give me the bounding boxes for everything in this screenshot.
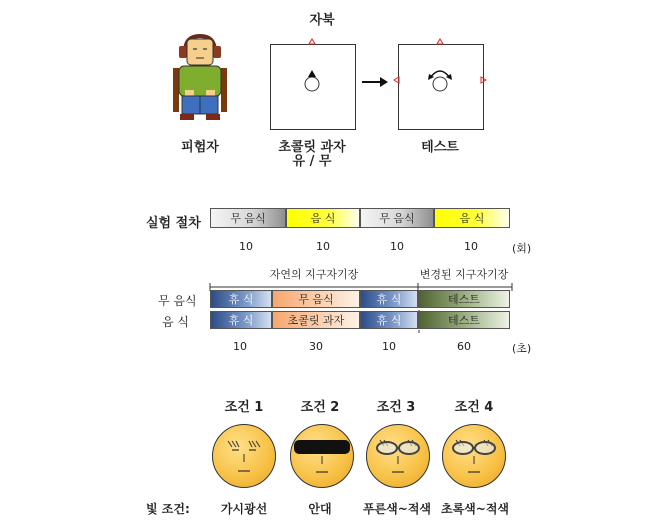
glasses-icon: [442, 424, 506, 488]
procedure-unit: (회): [512, 242, 532, 255]
condition-3-title: 조건 3: [376, 400, 416, 415]
subject-figure: [165, 30, 235, 125]
choc-label-line2: 유 / 무: [292, 154, 332, 169]
condition-1-title: 조건 1: [224, 400, 264, 415]
duration-3: 10: [382, 340, 396, 353]
duration-4: 60: [457, 340, 471, 353]
procedure-block-3: 무 음식: [360, 208, 434, 228]
row2-rest-1: 휴 식: [210, 311, 272, 329]
row1-rest-2: 휴 식: [360, 290, 418, 308]
face-1-features: [212, 424, 276, 488]
chamber-2-marks: [390, 34, 490, 134]
row1-no-food: 무 음식: [272, 290, 360, 308]
procedure-block-4: 음 식: [434, 208, 510, 228]
magnetic-north-label: 자북: [309, 13, 335, 28]
light-1: 가시광선: [220, 502, 268, 516]
procedure-label: 실험 절차: [146, 216, 201, 231]
condition-2-title: 조건 2: [300, 400, 340, 415]
duration-unit: (초): [512, 342, 532, 355]
changed-field-label: 변경된 지구자기장: [419, 268, 509, 281]
chamber-1-marks: [270, 34, 360, 134]
light-4: 초록색~적색: [440, 502, 510, 516]
row2-test: 테스트: [418, 311, 510, 329]
arrow-right-icon: [360, 76, 390, 88]
row1-rest-1: 휴 식: [210, 290, 272, 308]
procedure-count-3: 10: [390, 240, 404, 253]
row1-label: 무 음식: [158, 294, 197, 308]
procedure-block-1: 무 음식: [210, 208, 286, 228]
row2-rest-2: 휴 식: [360, 311, 418, 329]
light-3: 푸른색~적색: [362, 502, 432, 516]
subject-label: 피험자: [181, 140, 219, 155]
blindfold-icon: [290, 424, 354, 488]
procedure-count-2: 10: [316, 240, 330, 253]
procedure-count-1: 10: [239, 240, 253, 253]
row2-label: 음 식: [162, 315, 189, 329]
row2-chocolate: 초콜릿 과자: [272, 311, 360, 329]
glasses-icon: [366, 424, 430, 488]
procedure-block-2: 음 식: [286, 208, 360, 228]
duration-2: 30: [309, 340, 323, 353]
procedure-count-4: 10: [464, 240, 478, 253]
choc-label-line1: 초콜릿 과자: [278, 140, 346, 155]
light-2: 안대: [308, 502, 332, 516]
test-label: 테스트: [421, 140, 459, 155]
condition-4-title: 조건 4: [454, 400, 494, 415]
row1-test: 테스트: [418, 290, 510, 308]
natural-field-label: 자연의 지구자기장: [269, 268, 359, 281]
light-condition-label: 빛 조건:: [146, 502, 190, 516]
duration-1: 10: [233, 340, 247, 353]
